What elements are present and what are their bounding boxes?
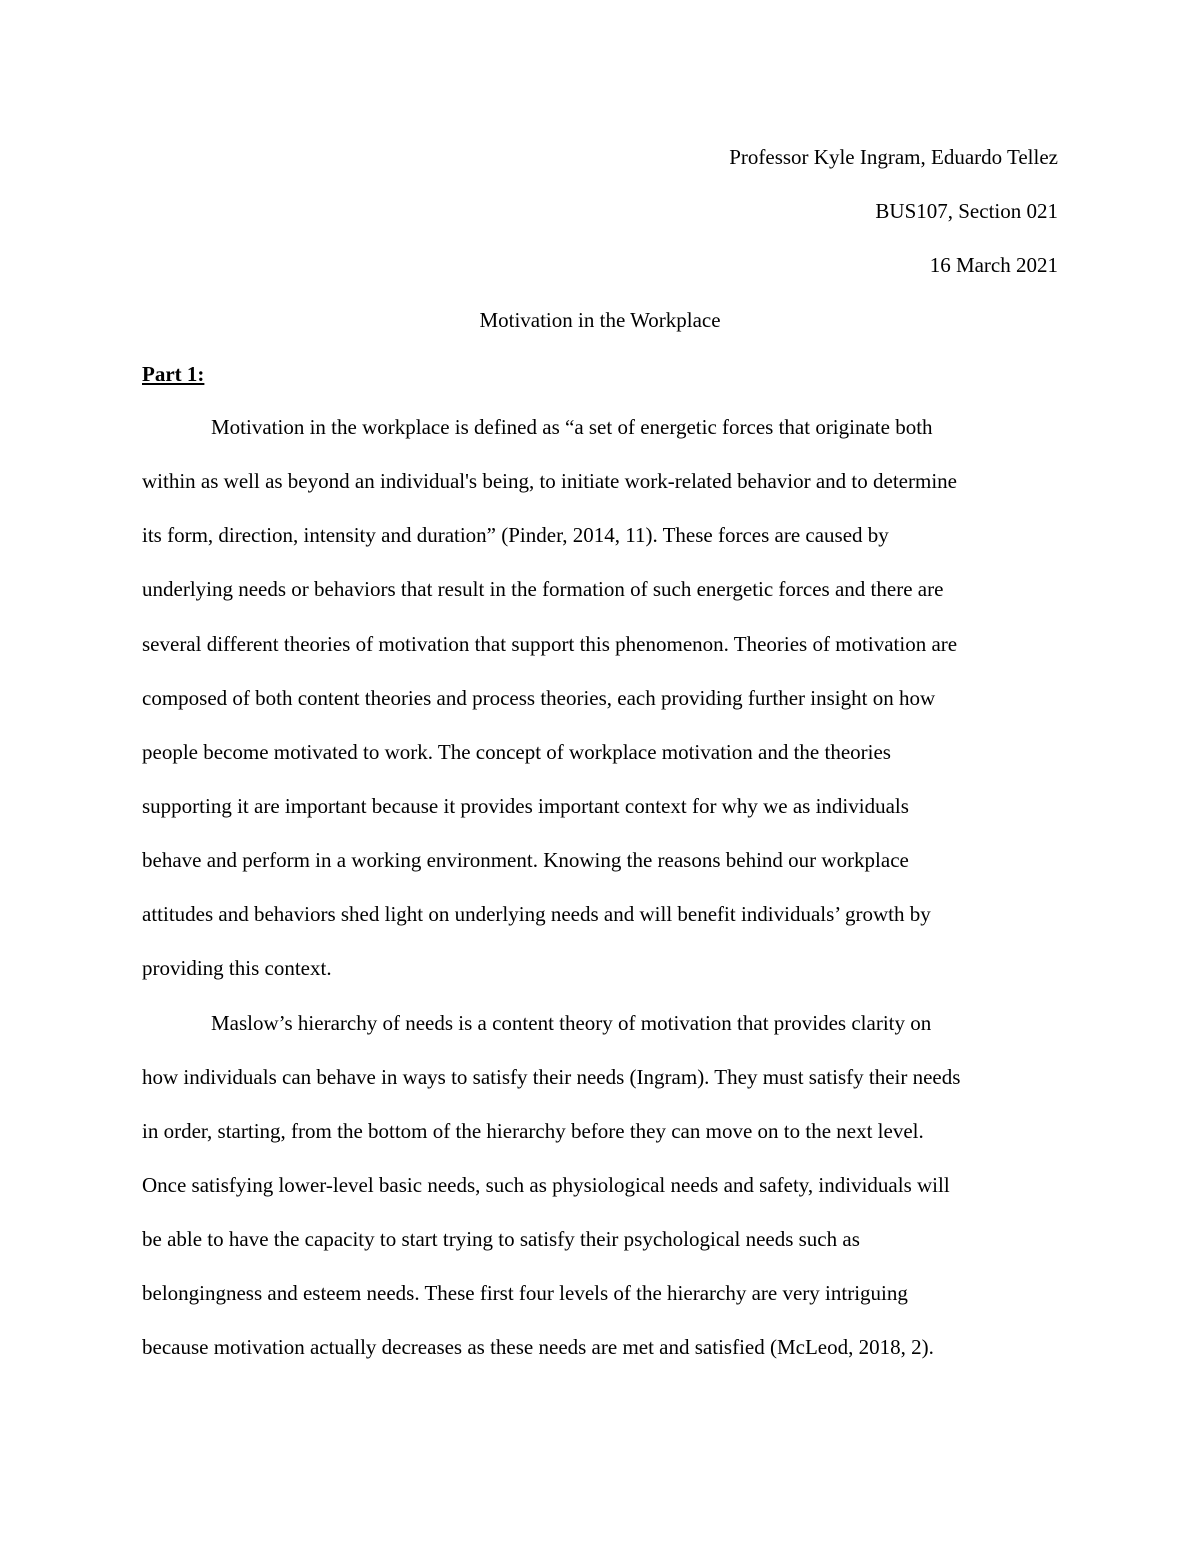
header-names: Professor Kyle Ingram, Eduardo Tellez xyxy=(729,145,1058,169)
paragraph-1-line-9: behave and perform in a working environment. Knowing the reasons behind our workplace xyxy=(142,848,909,872)
paragraph-1-line-11: providing this context. xyxy=(142,956,332,980)
paragraph-2-line-7: because motivation actually decreases as these needs are met and satisfied (McLeod, 2018, 2). xyxy=(142,1335,934,1359)
header-course: BUS107, Section 021 xyxy=(875,199,1058,223)
paragraph-2-line-4: Once satisfying lower-level basic needs, such as physiological needs and safety, individuals will xyxy=(142,1173,950,1197)
paragraph-1-line-6: composed of both content theories and process theories, each providing further insight on how xyxy=(142,686,936,710)
paragraph-2-line-3: in order, starting, from the bottom of the hierarchy before they can move on to the next level. xyxy=(142,1119,924,1143)
section-heading: Part 1: xyxy=(142,362,205,386)
paragraph-1-line-8: supporting it are important because it provides important context for why we as individuals xyxy=(142,794,909,818)
paragraph-1-line-1: Motivation in the workplace is defined as “a set of energetic forces that originate both xyxy=(211,415,933,439)
paragraph-2-line-5: be able to have the capacity to start trying to satisfy their psychological needs such as xyxy=(142,1227,860,1251)
paragraph-1-line-2: within as well as beyond an individual's being, to initiate work-related behavior and to determine xyxy=(142,469,957,493)
paragraph-2-line-6: belongingness and esteem needs. These first four levels of the hierarchy are very intriguing xyxy=(142,1281,908,1305)
paragraph-1-line-7: people become motivated to work. The concept of workplace motivation and the theories xyxy=(142,740,891,764)
paragraph-1-line-10: attitudes and behaviors shed light on underlying needs and will benefit individuals’ growth by xyxy=(142,902,931,926)
document-title: Motivation in the Workplace xyxy=(479,308,721,332)
paragraph-1-line-5: several different theories of motivation that support this phenomenon. Theories of motivation are xyxy=(142,632,958,656)
paragraph-1-line-4: underlying needs or behaviors that result in the formation of such energetic forces and there are xyxy=(142,577,944,601)
paragraph-2-line-2: how individuals can behave in ways to satisfy their needs (Ingram). They must satisfy their needs xyxy=(142,1065,961,1089)
header-date: 16 March 2021 xyxy=(929,253,1058,277)
paragraph-1-line-3: its form, direction, intensity and duration” (Pinder, 2014, 11). These forces are caused by xyxy=(142,523,889,547)
paragraph-2-line-1: Maslow’s hierarchy of needs is a content theory of motivation that provides clarity on xyxy=(211,1011,932,1035)
